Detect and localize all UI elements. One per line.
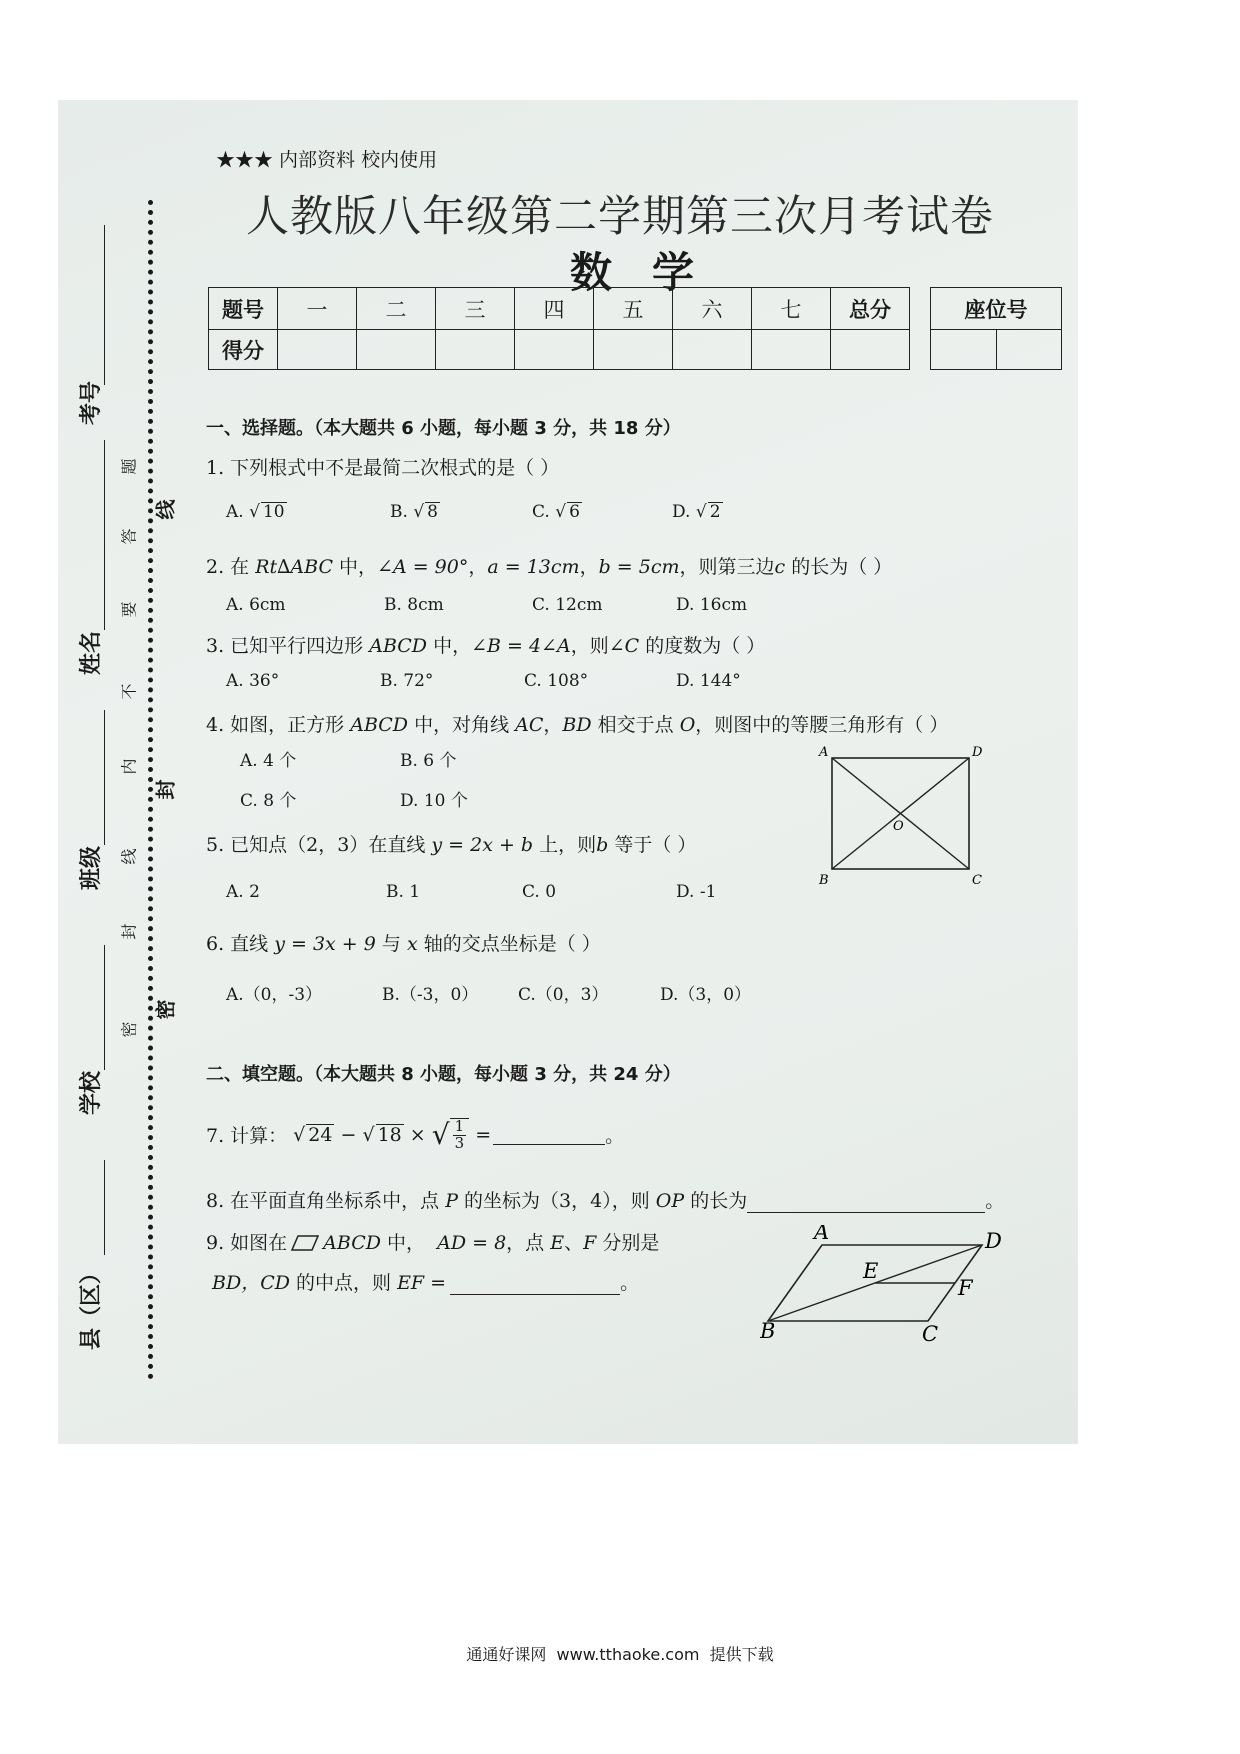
option-prefix: A. <box>226 502 250 522</box>
section1-title: 一、选择题。（本大题共 6 小题，每小题 3 分，共 18 分） <box>206 418 681 439</box>
math: b = 5cm <box>598 556 680 578</box>
option-prefix: C. <box>532 502 556 522</box>
score-cell[interactable] <box>752 330 831 370</box>
math: F <box>583 1232 597 1254</box>
download-footer: 通通好课网 www.tthaoke.com 提供下载 <box>466 1645 774 1664</box>
math: y = 2x + b <box>431 834 534 856</box>
seat-cell[interactable] <box>931 330 997 370</box>
q3-option-b: B. 72° <box>380 671 434 691</box>
text: 6. 直线 <box>206 933 275 955</box>
county-label: 县（区） <box>79 1261 104 1350</box>
point-label-d: D <box>972 745 983 760</box>
math: ABCD <box>369 635 428 657</box>
text: 。 <box>985 1190 1005 1212</box>
q1-option-b: B. √ 8 <box>390 502 438 522</box>
question-3 <box>206 631 765 658</box>
column-header: 七 <box>752 288 831 330</box>
radicand: 24 <box>308 1123 333 1146</box>
q5-option-a: A. 2 <box>226 882 260 902</box>
column-header: 四 <box>515 288 594 330</box>
text: 2. 在 <box>206 556 256 578</box>
q2-option-d: D. 16cm <box>676 595 748 615</box>
math: ∠B = 4∠A <box>471 635 571 657</box>
radicand: 8 <box>427 502 438 522</box>
q3-option-a: A. 36° <box>226 671 280 691</box>
question-5 <box>206 830 696 857</box>
score-cell[interactable] <box>515 330 594 370</box>
point-label-e: E <box>863 1259 879 1283</box>
q2-option-c: C. 12cm <box>532 595 603 615</box>
q6-option-a: A.（0，-3） <box>226 985 323 1005</box>
seal-char-outer: 封 <box>153 779 178 800</box>
seat-cell[interactable] <box>996 330 1062 370</box>
point-label-d: D <box>985 1229 1002 1253</box>
text: 的长为（ ） <box>785 556 893 578</box>
column-header-total: 总分 <box>831 288 910 330</box>
point-label-b: B <box>819 873 829 888</box>
subject-title: 数学 <box>570 248 735 297</box>
option-prefix: B. <box>390 502 414 522</box>
text: ， <box>543 714 563 736</box>
exam-title: 人教版八年级第二学期第三次月考试卷 <box>246 192 994 242</box>
point-label-a: A <box>814 1225 830 1244</box>
text: 的坐标为（3，4），则 <box>458 1190 656 1212</box>
point-label-a: A <box>819 745 829 760</box>
radicand: 6 <box>569 502 580 522</box>
text: ，则第三边 <box>679 556 775 578</box>
seal-char-inner: 封 <box>119 923 139 940</box>
q4-option-b: B. 6 个 <box>400 751 457 771</box>
point-label-c: C <box>972 873 982 888</box>
text: 5. 已知点（2，3）在直线 <box>206 834 432 856</box>
q4-option-c: C. 8 个 <box>240 791 297 811</box>
row-header-score: 得分 <box>209 330 278 370</box>
numerator: 1 <box>454 1117 465 1135</box>
score-cell[interactable] <box>831 330 910 370</box>
score-table <box>208 287 910 370</box>
q2-option-b: B. 8cm <box>384 595 444 615</box>
math: ∠A = 90° <box>377 556 469 578</box>
text: 。 <box>605 1125 625 1148</box>
score-cell[interactable] <box>357 330 436 370</box>
math: OP <box>655 1190 685 1212</box>
radicand: 10 <box>262 502 285 522</box>
math: x <box>406 933 418 955</box>
text: 8. 在平面直角坐标系中，点 <box>206 1190 446 1212</box>
q6-option-b: B.（-3，0） <box>382 985 479 1005</box>
q5-option-d: D. -1 <box>676 882 717 902</box>
name-label: 姓名 <box>79 630 104 675</box>
class-label: 班级 <box>79 845 104 890</box>
math: Rt∆ABC <box>255 556 333 578</box>
math: E <box>550 1232 565 1254</box>
q4-option-d: D. 10 个 <box>400 791 468 811</box>
q1-option-c: C. √ 6 <box>532 502 580 522</box>
question-8 <box>206 1186 1004 1213</box>
school-field <box>104 945 105 1070</box>
text: ， <box>579 556 599 578</box>
math: ABCD <box>350 714 409 736</box>
parallelogram-symbol <box>291 1235 319 1251</box>
point-label-f: F <box>958 1276 973 1300</box>
radicand: 18 <box>377 1123 402 1146</box>
exam-number-field <box>104 225 105 385</box>
text: 的度数为（ ） <box>639 635 766 657</box>
seal-char-inner: 内 <box>119 758 139 775</box>
denominator: 3 <box>454 1133 465 1152</box>
column-header: 二 <box>357 288 436 330</box>
text: ，则 <box>570 635 609 657</box>
text: 轴的交点坐标是（ ） <box>417 933 601 955</box>
seal-char-inner: 不 <box>119 683 139 700</box>
text: ， <box>468 556 488 578</box>
math: O <box>679 714 696 736</box>
confidential-note: ★★★ 内部资料 校内使用 <box>216 149 438 171</box>
q3-option-d: D. 144° <box>676 671 741 691</box>
math: c <box>774 556 786 578</box>
question-1: 1. 下列根式中不是最简二次根式的是（ ） <box>206 457 560 479</box>
point-label-o: O <box>893 819 904 834</box>
text: 中， <box>380 1232 438 1254</box>
school-label: 学校 <box>79 1070 104 1115</box>
column-header: 五 <box>594 288 673 330</box>
parallelogram-diagram <box>760 1225 1010 1343</box>
math: P <box>445 1190 459 1212</box>
question-2 <box>206 552 892 579</box>
text: 中，对角线 <box>408 714 516 736</box>
seat-label: 座位号 <box>931 288 1062 330</box>
question-9-line1 <box>206 1228 659 1255</box>
seal-char-inner: 题 <box>119 458 139 475</box>
row-header-question: 题号 <box>209 288 278 330</box>
math: AD = 8 <box>437 1232 507 1254</box>
q6-option-d: D.（3，0） <box>660 985 752 1005</box>
sqrt-sign: √ <box>362 1123 375 1146</box>
score-cell[interactable] <box>594 330 673 370</box>
math: AC <box>515 714 544 736</box>
text: 中， <box>333 556 378 578</box>
q1-option-a: A. √ 10 <box>226 502 285 522</box>
text: 上，则 <box>533 834 597 856</box>
question-6 <box>206 929 601 956</box>
square-diagram <box>815 740 985 890</box>
operator: × <box>403 1123 432 1146</box>
math: BD，CD <box>212 1272 290 1294</box>
score-cell[interactable] <box>278 330 357 370</box>
fraction <box>450 1118 470 1152</box>
text: 中， <box>427 635 472 657</box>
county-field <box>104 1160 105 1255</box>
math: ABCD <box>323 1232 381 1254</box>
sqrt-sign: √ <box>431 1118 450 1152</box>
q2-option-a: A. 6cm <box>226 595 286 615</box>
exam-number-label: 考号 <box>79 380 104 425</box>
seal-char-inner: 密 <box>119 1021 139 1038</box>
seal-char-inner: 线 <box>119 848 139 865</box>
question-9-line2 <box>212 1268 639 1295</box>
text: 等于（ ） <box>608 834 697 856</box>
math: EF = <box>397 1272 447 1294</box>
score-cell[interactable] <box>436 330 515 370</box>
sqrt-sign: √ <box>293 1123 306 1146</box>
column-header: 三 <box>436 288 515 330</box>
q9-answer-blank[interactable] <box>450 1274 620 1295</box>
text: 相交于点 <box>591 714 680 736</box>
text: ，点 <box>506 1232 551 1254</box>
operator: − <box>334 1123 363 1146</box>
operator: = <box>469 1123 492 1146</box>
text: 的中点，则 <box>289 1272 398 1294</box>
seal-char-inner: 要 <box>119 601 139 618</box>
seal-char-outer: 线 <box>153 499 178 520</box>
question-4 <box>206 710 948 737</box>
score-cell[interactable] <box>673 330 752 370</box>
math: a = 13cm <box>487 556 580 578</box>
math: ∠C <box>608 635 640 657</box>
text: 7. 计算： <box>206 1125 288 1148</box>
text: 3. 已知平行四边形 <box>206 635 370 657</box>
seat-table <box>930 287 1062 370</box>
math: y = 3x + 9 <box>274 933 376 955</box>
text: 。 <box>620 1272 640 1294</box>
name-field <box>104 440 105 630</box>
class-field <box>104 710 105 845</box>
q4-option-a: A. 4 个 <box>240 751 297 771</box>
section2-title: 二、填空题。（本大题共 8 小题，每小题 3 分，共 24 分） <box>206 1064 681 1085</box>
text: 、 <box>564 1232 584 1254</box>
point-label-b: B <box>760 1319 776 1343</box>
q8-answer-blank[interactable] <box>747 1192 985 1213</box>
seal-char-outer: 密 <box>153 999 178 1020</box>
text: 的长为 <box>684 1190 748 1212</box>
point-label-c: C <box>922 1322 939 1343</box>
q1-option-d: D. √ 2 <box>672 502 721 522</box>
question-7 <box>206 1118 624 1152</box>
math: BD <box>562 714 592 736</box>
q7-answer-blank[interactable] <box>493 1124 605 1145</box>
text: 与 <box>375 933 407 955</box>
option-prefix: D. <box>672 502 696 522</box>
math: b <box>596 834 609 856</box>
q3-option-c: C. 108° <box>524 671 589 691</box>
text: 分别是 <box>596 1232 660 1254</box>
text: 9. 如图在 <box>206 1232 288 1254</box>
q5-option-c: C. 0 <box>522 882 557 902</box>
column-header: 一 <box>278 288 357 330</box>
text: ，则图中的等腰三角形有（ ） <box>695 714 949 736</box>
radicand: 2 <box>709 502 721 522</box>
q6-option-c: C.（0，3） <box>518 985 609 1005</box>
column-header: 六 <box>673 288 752 330</box>
seal-char-inner: 答 <box>119 528 139 545</box>
q5-option-b: B. 1 <box>386 882 421 902</box>
text: 4. 如图，正方形 <box>206 714 351 736</box>
